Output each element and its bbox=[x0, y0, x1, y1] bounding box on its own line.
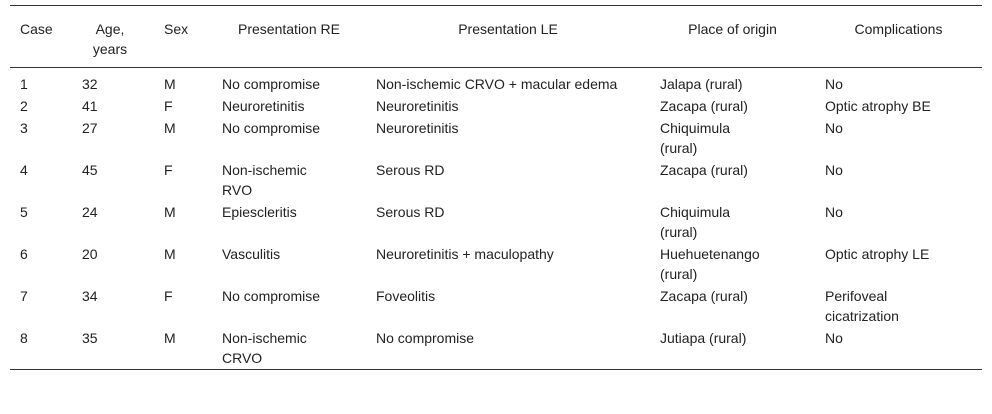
cell-case: 2 bbox=[20, 98, 28, 114]
cell-sex: M bbox=[164, 246, 176, 262]
table-row bbox=[10, 243, 982, 285]
cell-sex: M bbox=[164, 120, 176, 136]
table-row bbox=[10, 201, 982, 243]
cell-presentation-re: Vasculitis bbox=[222, 246, 281, 262]
cell-presentation-re: No compromise bbox=[222, 120, 321, 136]
table-row bbox=[10, 68, 982, 96]
cell-sex: F bbox=[164, 288, 173, 304]
cell-complications: No bbox=[825, 204, 843, 220]
cell-presentation-le: Neuroretinitis + maculopathy bbox=[376, 246, 554, 262]
header-sex: Sex bbox=[164, 21, 189, 37]
cell-place-of-origin: Chiquimula (rural) bbox=[660, 120, 731, 156]
clinical-cases-table bbox=[10, 5, 982, 370]
table-header bbox=[10, 6, 982, 68]
cell-place-of-origin: Zacapa (rural) bbox=[660, 288, 748, 304]
cell-place-of-origin: Zacapa (rural) bbox=[660, 162, 748, 178]
header-age: Age, years bbox=[92, 21, 128, 57]
cell-age: 20 bbox=[82, 246, 98, 262]
cell-complications: Optic atrophy BE bbox=[825, 98, 931, 114]
cell-age: 41 bbox=[82, 98, 98, 114]
cell-presentation-re: Epiescleritis bbox=[222, 204, 297, 220]
cell-presentation-le: Serous RD bbox=[376, 204, 445, 220]
cell-presentation-le: Non-ischemic CRVO + macular edema bbox=[376, 76, 618, 92]
cell-sex: M bbox=[164, 330, 176, 346]
cell-presentation-le: Neuroretinitis bbox=[376, 98, 459, 114]
cell-complications: Perifoveal cicatrization bbox=[825, 288, 899, 324]
cell-presentation-re: No compromise bbox=[222, 76, 321, 92]
cell-case: 8 bbox=[20, 330, 28, 346]
cell-sex: M bbox=[164, 204, 176, 220]
table-row bbox=[10, 117, 982, 159]
cell-complications: Optic atrophy LE bbox=[825, 246, 930, 262]
cell-age: 35 bbox=[82, 330, 98, 346]
cell-complications: No bbox=[825, 330, 843, 346]
cell-complications: No bbox=[825, 76, 843, 92]
table-row bbox=[10, 327, 982, 370]
cell-place-of-origin: Jutiapa (rural) bbox=[660, 330, 747, 346]
cell-presentation-re: Non-ischemic CRVO bbox=[222, 330, 307, 366]
cell-place-of-origin: Huehuetenango (rural) bbox=[660, 246, 760, 282]
table-body bbox=[10, 68, 982, 370]
cell-case: 7 bbox=[20, 288, 28, 304]
table-row bbox=[10, 285, 982, 327]
cell-age: 45 bbox=[82, 162, 98, 178]
cell-place-of-origin: Chiquimula (rural) bbox=[660, 204, 731, 240]
cell-case: 5 bbox=[20, 204, 28, 220]
cell-sex: F bbox=[164, 98, 173, 114]
cell-sex: F bbox=[164, 162, 173, 178]
cell-sex: M bbox=[164, 76, 176, 92]
header-presentation-re: Presentation RE bbox=[238, 21, 340, 37]
table-row bbox=[10, 95, 982, 117]
cell-presentation-re: Non-ischemic RVO bbox=[222, 162, 307, 198]
cell-place-of-origin: Zacapa (rural) bbox=[660, 98, 748, 114]
header-complications: Complications bbox=[854, 21, 943, 37]
cell-case: 6 bbox=[20, 246, 28, 262]
header-case: Case bbox=[20, 21, 53, 37]
header-row bbox=[10, 6, 982, 68]
cell-case: 3 bbox=[20, 120, 28, 136]
cell-case: 4 bbox=[20, 162, 28, 178]
clinical-cases-table-container bbox=[10, 5, 982, 370]
cell-complications: No bbox=[825, 162, 843, 178]
table-row bbox=[10, 159, 982, 201]
cell-case: 1 bbox=[20, 76, 28, 92]
cell-presentation-le: Foveolitis bbox=[376, 288, 436, 304]
cell-presentation-re: Neuroretinitis bbox=[222, 98, 305, 114]
cell-complications: No bbox=[825, 120, 843, 136]
cell-age: 24 bbox=[82, 204, 98, 220]
cell-age: 32 bbox=[82, 76, 98, 92]
cell-age: 34 bbox=[82, 288, 98, 304]
header-place-of-origin: Place of origin bbox=[688, 21, 777, 37]
cell-age: 27 bbox=[82, 120, 98, 136]
cell-presentation-le: No compromise bbox=[376, 330, 475, 346]
cell-presentation-le: Serous RD bbox=[376, 162, 445, 178]
header-presentation-le: Presentation LE bbox=[458, 21, 558, 37]
cell-presentation-le: Neuroretinitis bbox=[376, 120, 459, 136]
cell-presentation-re: No compromise bbox=[222, 288, 321, 304]
cell-place-of-origin: Jalapa (rural) bbox=[660, 76, 743, 92]
